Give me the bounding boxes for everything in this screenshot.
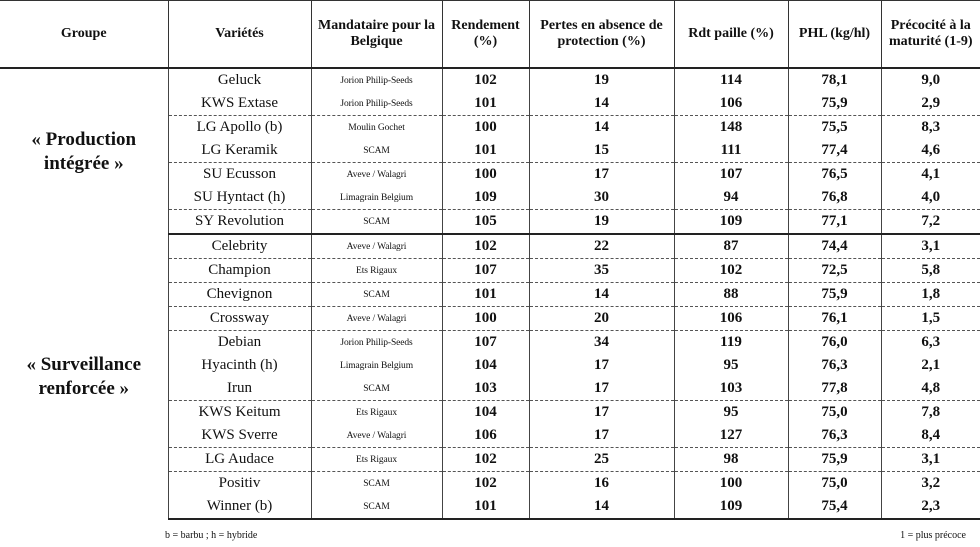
cell-precocite: 4,1 [881, 163, 980, 187]
cell-pertes: 34 [529, 331, 674, 355]
cell-rendement: 103 [442, 377, 529, 401]
cell-rdt-paille: 87 [674, 234, 788, 259]
cell-rdt-paille: 106 [674, 307, 788, 331]
cell-rendement: 100 [442, 163, 529, 187]
table-header-row [0, 1, 980, 69]
cell-variete: KWS Sverre [168, 424, 311, 448]
cell-rdt-paille: 148 [674, 116, 788, 140]
cell-mandataire: Jorion Philip-Seeds [311, 92, 442, 116]
cell-rendement: 105 [442, 210, 529, 235]
cell-variete: Champion [168, 259, 311, 283]
cell-pertes: 14 [529, 116, 674, 140]
cell-mandataire: SCAM [311, 377, 442, 401]
cell-phl: 76,1 [788, 307, 881, 331]
cell-pertes: 16 [529, 472, 674, 496]
cell-rdt-paille: 109 [674, 495, 788, 519]
cell-phl: 76,3 [788, 424, 881, 448]
cell-precocite: 2,3 [881, 495, 980, 519]
cell-rendement: 102 [442, 68, 529, 92]
header-precocite: Précocité à la maturité (1-9) [881, 1, 980, 69]
cell-pertes: 17 [529, 354, 674, 377]
cell-precocite: 4,6 [881, 139, 980, 163]
cell-rendement: 102 [442, 234, 529, 259]
header-rendement: Rendement (%) [442, 1, 529, 69]
cell-rdt-paille: 107 [674, 163, 788, 187]
cell-variete: SU Ecusson [168, 163, 311, 187]
footer-scale: 1 = plus précoce [900, 530, 966, 541]
cell-rdt-paille: 111 [674, 139, 788, 163]
cell-precocite: 3,1 [881, 234, 980, 259]
cell-mandataire: Limagrain Belgium [311, 354, 442, 377]
cell-variete: KWS Keitum [168, 401, 311, 425]
cell-rdt-paille: 109 [674, 210, 788, 235]
cell-variete: Geluck [168, 68, 311, 92]
cell-rendement: 101 [442, 92, 529, 116]
cell-rendement: 107 [442, 259, 529, 283]
cell-rendement: 100 [442, 307, 529, 331]
cell-rdt-paille: 100 [674, 472, 788, 496]
cell-precocite: 1,8 [881, 283, 980, 307]
header-phl: PHL (kg/hl) [788, 1, 881, 69]
cell-rendement: 107 [442, 331, 529, 355]
cell-rendement: 104 [442, 354, 529, 377]
cell-phl: 76,8 [788, 186, 881, 210]
cell-variete: Winner (b) [168, 495, 311, 519]
cell-rendement: 104 [442, 401, 529, 425]
cell-mandataire: Jorion Philip-Seeds [311, 331, 442, 355]
cell-phl: 75,4 [788, 495, 881, 519]
header-groupe: Groupe [0, 1, 168, 69]
cell-phl: 75,0 [788, 472, 881, 496]
cell-precocite: 7,2 [881, 210, 980, 235]
cell-rdt-paille: 103 [674, 377, 788, 401]
cell-phl: 77,4 [788, 139, 881, 163]
cell-variete: KWS Extase [168, 92, 311, 116]
cell-precocite: 4,0 [881, 186, 980, 210]
cell-pertes: 30 [529, 186, 674, 210]
cell-phl: 74,4 [788, 234, 881, 259]
cell-pertes: 17 [529, 401, 674, 425]
cell-precocite: 7,8 [881, 401, 980, 425]
cell-pertes: 35 [529, 259, 674, 283]
cell-mandataire: SCAM [311, 139, 442, 163]
cell-pertes: 19 [529, 210, 674, 235]
cell-variete: LG Keramik [168, 139, 311, 163]
cell-variete: Chevignon [168, 283, 311, 307]
cell-pertes: 17 [529, 377, 674, 401]
cell-phl: 77,8 [788, 377, 881, 401]
cell-precocite: 4,8 [881, 377, 980, 401]
cell-rdt-paille: 114 [674, 68, 788, 92]
cell-phl: 76,5 [788, 163, 881, 187]
cell-variete: LG Audace [168, 448, 311, 472]
cell-variete: Crossway [168, 307, 311, 331]
table-body [0, 68, 980, 519]
cell-mandataire: Aveve / Walagri [311, 234, 442, 259]
cell-phl: 75,9 [788, 283, 881, 307]
cell-precocite: 3,1 [881, 448, 980, 472]
cell-variete: Positiv [168, 472, 311, 496]
cell-mandataire: Ets Rigaux [311, 259, 442, 283]
cell-mandataire: SCAM [311, 472, 442, 496]
cell-rdt-paille: 88 [674, 283, 788, 307]
cell-pertes: 14 [529, 283, 674, 307]
cell-precocite: 1,5 [881, 307, 980, 331]
cell-mandataire: Aveve / Walagri [311, 424, 442, 448]
cell-precocite: 8,4 [881, 424, 980, 448]
cell-phl: 75,9 [788, 92, 881, 116]
table-row [0, 234, 980, 259]
cell-phl: 72,5 [788, 259, 881, 283]
cell-rendement: 102 [442, 448, 529, 472]
cell-mandataire: Ets Rigaux [311, 401, 442, 425]
cell-phl: 76,3 [788, 354, 881, 377]
cell-rdt-paille: 95 [674, 401, 788, 425]
cell-precocite: 9,0 [881, 68, 980, 92]
cell-variete: Celebrity [168, 234, 311, 259]
cell-pertes: 15 [529, 139, 674, 163]
cell-pertes: 17 [529, 424, 674, 448]
cell-variete: Debian [168, 331, 311, 355]
cell-mandataire: SCAM [311, 283, 442, 307]
cell-rdt-paille: 127 [674, 424, 788, 448]
cell-mandataire: Aveve / Walagri [311, 163, 442, 187]
cell-pertes: 22 [529, 234, 674, 259]
cell-mandataire: Jorion Philip-Seeds [311, 68, 442, 92]
cell-mandataire: Ets Rigaux [311, 448, 442, 472]
cell-mandataire: SCAM [311, 495, 442, 519]
cell-precocite: 3,2 [881, 472, 980, 496]
cell-rendement: 102 [442, 472, 529, 496]
cell-pertes: 20 [529, 307, 674, 331]
cell-pertes: 17 [529, 163, 674, 187]
cell-rdt-paille: 106 [674, 92, 788, 116]
cell-pertes: 14 [529, 495, 674, 519]
cell-phl: 76,0 [788, 331, 881, 355]
cell-variete: Irun [168, 377, 311, 401]
cell-phl: 75,9 [788, 448, 881, 472]
cell-rendement: 109 [442, 186, 529, 210]
cell-precocite: 6,3 [881, 331, 980, 355]
cell-variete: SY Revolution [168, 210, 311, 235]
table-row [0, 68, 980, 92]
cell-mandataire: Aveve / Walagri [311, 307, 442, 331]
cell-pertes: 19 [529, 68, 674, 92]
cell-rdt-paille: 95 [674, 354, 788, 377]
cell-precocite: 2,9 [881, 92, 980, 116]
header-pertes: Pertes en absence de protection (%) [529, 1, 674, 69]
cell-rdt-paille: 102 [674, 259, 788, 283]
header-rdt-paille: Rdt paille (%) [674, 1, 788, 69]
cell-phl: 75,5 [788, 116, 881, 140]
cell-rendement: 101 [442, 283, 529, 307]
cell-pertes: 14 [529, 92, 674, 116]
cell-precocite: 2,1 [881, 354, 980, 377]
cell-precocite: 5,8 [881, 259, 980, 283]
cell-rendement: 106 [442, 424, 529, 448]
cell-rdt-paille: 94 [674, 186, 788, 210]
cell-pertes: 25 [529, 448, 674, 472]
cell-rdt-paille: 98 [674, 448, 788, 472]
cell-mandataire: Limagrain Belgium [311, 186, 442, 210]
group-label: « Production intégrée » [31, 128, 137, 174]
cell-precocite: 8,3 [881, 116, 980, 140]
group-label: « Surveillance renforcée » [26, 353, 142, 399]
footer-legend: b = barbu ; h = hybride [165, 530, 258, 541]
cell-mandataire: Moulin Gochet [311, 116, 442, 140]
cell-mandataire: SCAM [311, 210, 442, 235]
cell-rendement: 101 [442, 495, 529, 519]
cell-rdt-paille: 119 [674, 331, 788, 355]
cell-phl: 75,0 [788, 401, 881, 425]
cell-phl: 78,1 [788, 68, 881, 92]
cell-variete: SU Hyntact (h) [168, 186, 311, 210]
header-varietes: Variétés [168, 1, 311, 69]
header-mandataire: Mandataire pour la Belgique [311, 1, 442, 69]
cell-variete: Hyacinth (h) [168, 354, 311, 377]
cell-variete: LG Apollo (b) [168, 116, 311, 140]
cell-phl: 77,1 [788, 210, 881, 235]
cell-rendement: 101 [442, 139, 529, 163]
cell-rendement: 100 [442, 116, 529, 140]
